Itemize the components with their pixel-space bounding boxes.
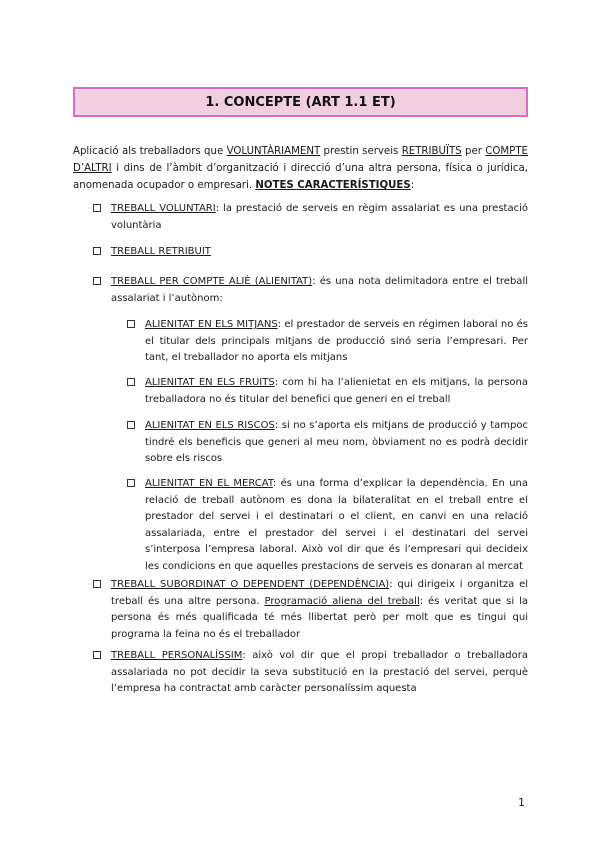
item-text: : el prestador de serveis en régimen laboral no és el titular dels principals mitjans de producció sinó seria l’empresari. Per tant, el treballador no aporta els mitjans [145,319,528,363]
item-label: ALIENITAT EN ELS MITJANS [145,319,278,330]
item-text: : és veritat que si la persona és més qualificada té més llibertat però per molt que es tingui qui programa la feina no és el treballador [111,595,528,640]
page-number: 1 [518,796,525,809]
item-text: : això vol dir que el propi treballador o treballadora assalariada no pot decidir la seva substitució en la prestació del servei, perquè l’empresa ha contractat amb caràcter personalíssim aquesta [111,650,528,694]
list-item [127,375,528,408]
checkbox-icon [93,204,101,212]
item-label: ALIENITAT EN EL MERCAT [145,478,273,489]
item-text: : és una forma d’explicar la dependència. En una relació de treball autònom es dona la bilateralitat en el treball entre el prestador del servei i el destinatari o el client, en canvi en una relació assalariada, entre el prestador del servei i el destinatari del servei s’interposa l’empresa laboral. Això vol dir que és l’empresari qui decideix les condicions en que aquelles prestacions de serveis es donaran al mercat [145,478,528,572]
list-item [127,317,528,367]
checkbox-icon [127,378,135,386]
item-label: TREBALL PERSONALÍSSIM [111,650,243,661]
list-item [93,577,528,643]
list-item [127,418,528,468]
intro-text: prestin serveis [320,146,402,157]
list-item [93,244,528,261]
item-label: TREBALL PER COMPTE ALIÈ (ALIENITAT) [111,276,313,287]
intro-underline: RETRIBUÏTS [401,146,462,157]
checkbox-icon [127,421,135,429]
checkbox-icon [93,651,101,659]
intro-text: i dins de l’àmbit d’organització i direcció d’una altra persona, física o jurídica, anomenada ocupador o empresari. [73,163,528,191]
list-item [93,274,528,307]
checkbox-icon [93,580,101,588]
list-item [127,476,528,575]
item-text: : la prestació de serveis en règim assalariat es una prestació voluntària [111,203,528,231]
intro-text: per [461,146,486,157]
section-title [73,87,528,117]
intro-paragraph [73,143,528,194]
item-text: : qui dirigeix i organitza el treball és una altre persona. [111,579,529,607]
item-label: Programació aliena del treball [264,595,420,607]
item-text: : és una nota delimitadora entre el treball assalariat i l’autònom: [111,276,528,304]
intro-underline: COMPTE D’ALTRI [73,146,528,174]
item-label: ALIENITAT EN ELS RISCOS [145,420,275,431]
checkbox-icon [93,247,101,255]
section-title-text: 1. CONCEPTE (ART 1.1 ET) [205,94,396,110]
checkbox-icon [127,479,135,487]
intro-text: : [410,180,415,191]
checkbox-icon [127,320,135,328]
item-label: TREBALL RETRIBUIT [111,246,211,257]
intro-bold-underline: NOTES CARACTERÍSTIQUES [255,180,411,191]
list-item [93,648,528,698]
list-item [93,201,528,234]
item-text: : si no s’aporta els mitjans de producció y tampoc tindré els beneficis que generi al meu nom, òbviament no es podrà decidir sobre els riscos [145,420,528,464]
item-label: TREBALL SUBORDINAT O DEPENDENT (DEPENDÈNCIA) [111,579,390,590]
checkbox-icon [93,277,101,285]
item-text: : com hi ha l’alienietat en els mitjans, la persona treballadora no és titular del benefici que generi en el treball [145,377,528,405]
item-label: ALIENITAT EN ELS FRUITS [145,377,275,388]
item-label: TREBALL VOLUNTARI [111,203,216,214]
intro-underline: VOLUNTÀRIAMENT [226,146,321,157]
intro-text: Aplicació als treballadors que [73,146,227,157]
